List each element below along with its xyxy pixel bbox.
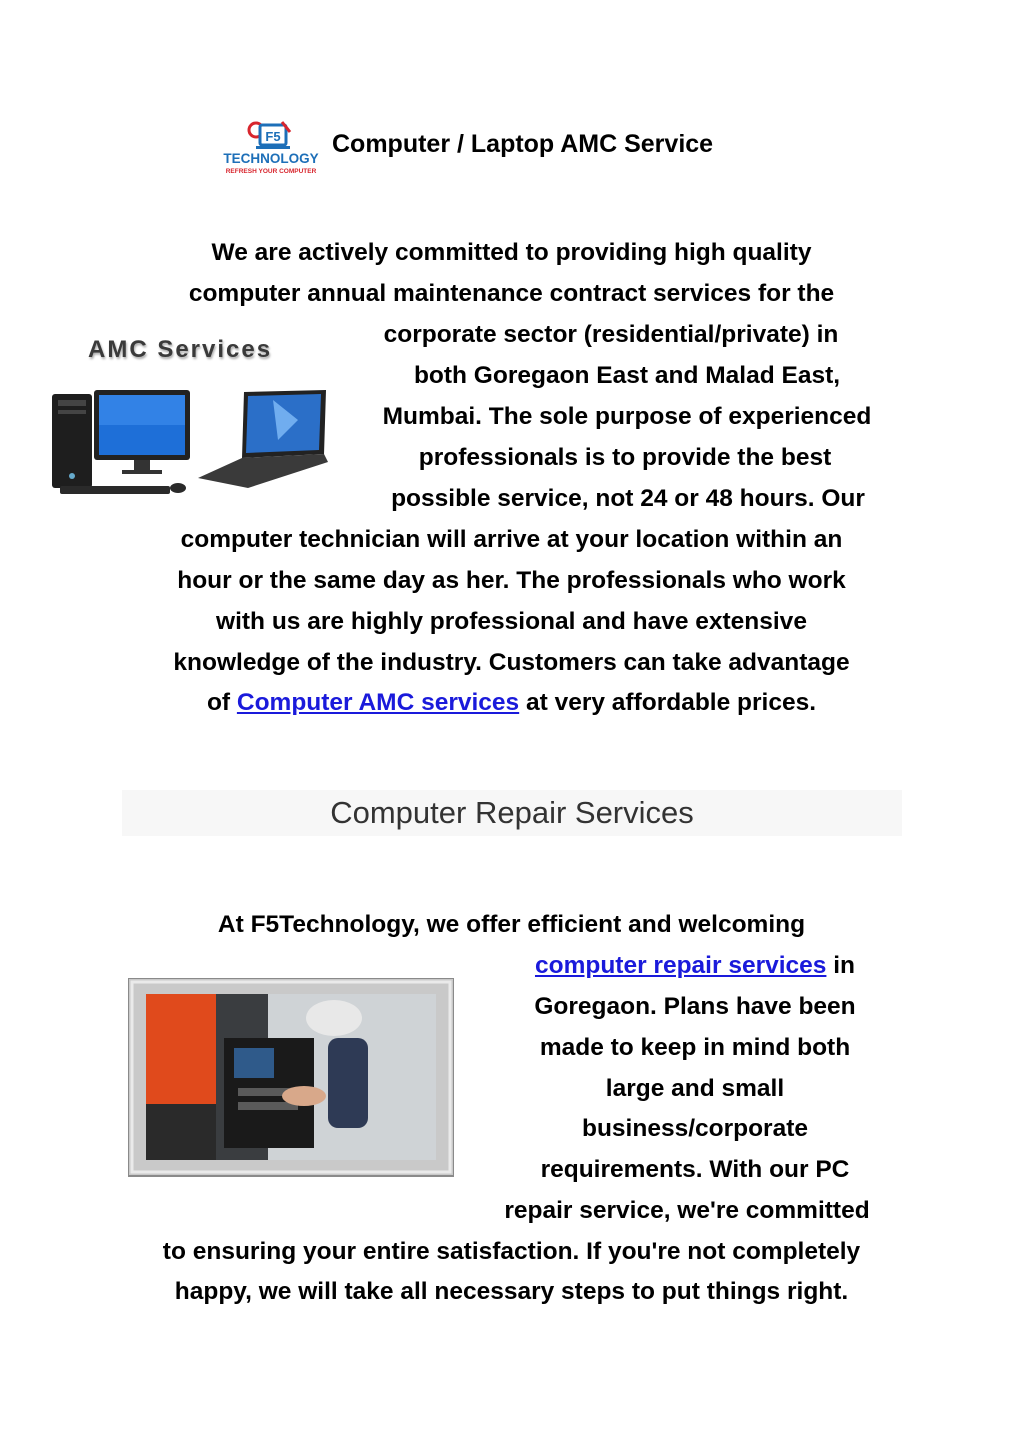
repair-link-suffix: in [826,952,856,979]
amc-paragraph-line: computer technician will arrive at your location within an [180,526,843,553]
amc-paragraph-last-line [100,682,923,723]
amc-paragraph-line: with us are highly professional and have extensive [216,608,807,635]
amc-paragraph-line: professionals is to provide the best [418,444,832,471]
repair-paragraph-line: large and small [605,1075,785,1102]
repair-paragraph-line: made to keep in mind both [539,1034,851,1061]
amc-paragraph-line: possible service, not 24 or 48 hours. Our [391,485,865,512]
amc-paragraph-line: computer annual maintenance contract services for the [188,280,835,307]
repair-paragraph-line: At F5Technology, we offer efficient and welcoming [217,911,806,938]
svg-text:REFRESH YOUR COMPUTER: REFRESH YOUR COMPUTER [225,168,317,175]
computer-repair-services-link[interactable]: computer repair services [534,952,827,979]
repair-paragraph-line: Goregaon. Plans have been [534,993,856,1020]
repair-paragraph-line: business/corporate [581,1115,808,1142]
repair-paragraph-line: repair service, we're committed [504,1197,870,1224]
section-heading: Computer Repair Services [330,795,694,830]
amc-paragraph-line: knowledge of the industry. Customers can take advantage [173,649,850,676]
amc-paragraph-line: both Goregaon East and Malad East, [413,362,841,389]
computer-repair-photo [128,978,454,1178]
amc-paragraph-line: We are actively committed to providing high quality [211,239,812,266]
repair-link-line [470,945,920,986]
repair-paragraph-line: happy, we will take all necessary steps to put things right. [174,1278,849,1305]
computer-amc-services-link[interactable]: Computer AMC services [236,689,520,716]
amc-paragraph-line: corporate sector (residential/private) in [383,321,839,348]
svg-text:TECHNOLOGY: TECHNOLOGY [223,151,319,166]
page-title: Computer / Laptop AMC Service [332,130,714,158]
amc-last-prefix: of [206,689,237,716]
repair-paragraph-line: requirements. With our PC [540,1156,850,1183]
amc-last-suffix: at very affordable prices. [519,689,817,716]
amc-paragraph-line: Mumbai. The sole purpose of experienced [382,403,872,430]
amc-image-title: AMC Services [88,336,273,363]
repair-paragraph-line: to ensuring your entire satisfaction. If you're not completely [162,1238,861,1265]
amc-paragraph-line: hour or the same day as her. The professionals who work [177,567,846,594]
amc-services-image [48,328,338,498]
company-logo [220,120,322,178]
svg-text:F5: F5 [265,129,281,144]
